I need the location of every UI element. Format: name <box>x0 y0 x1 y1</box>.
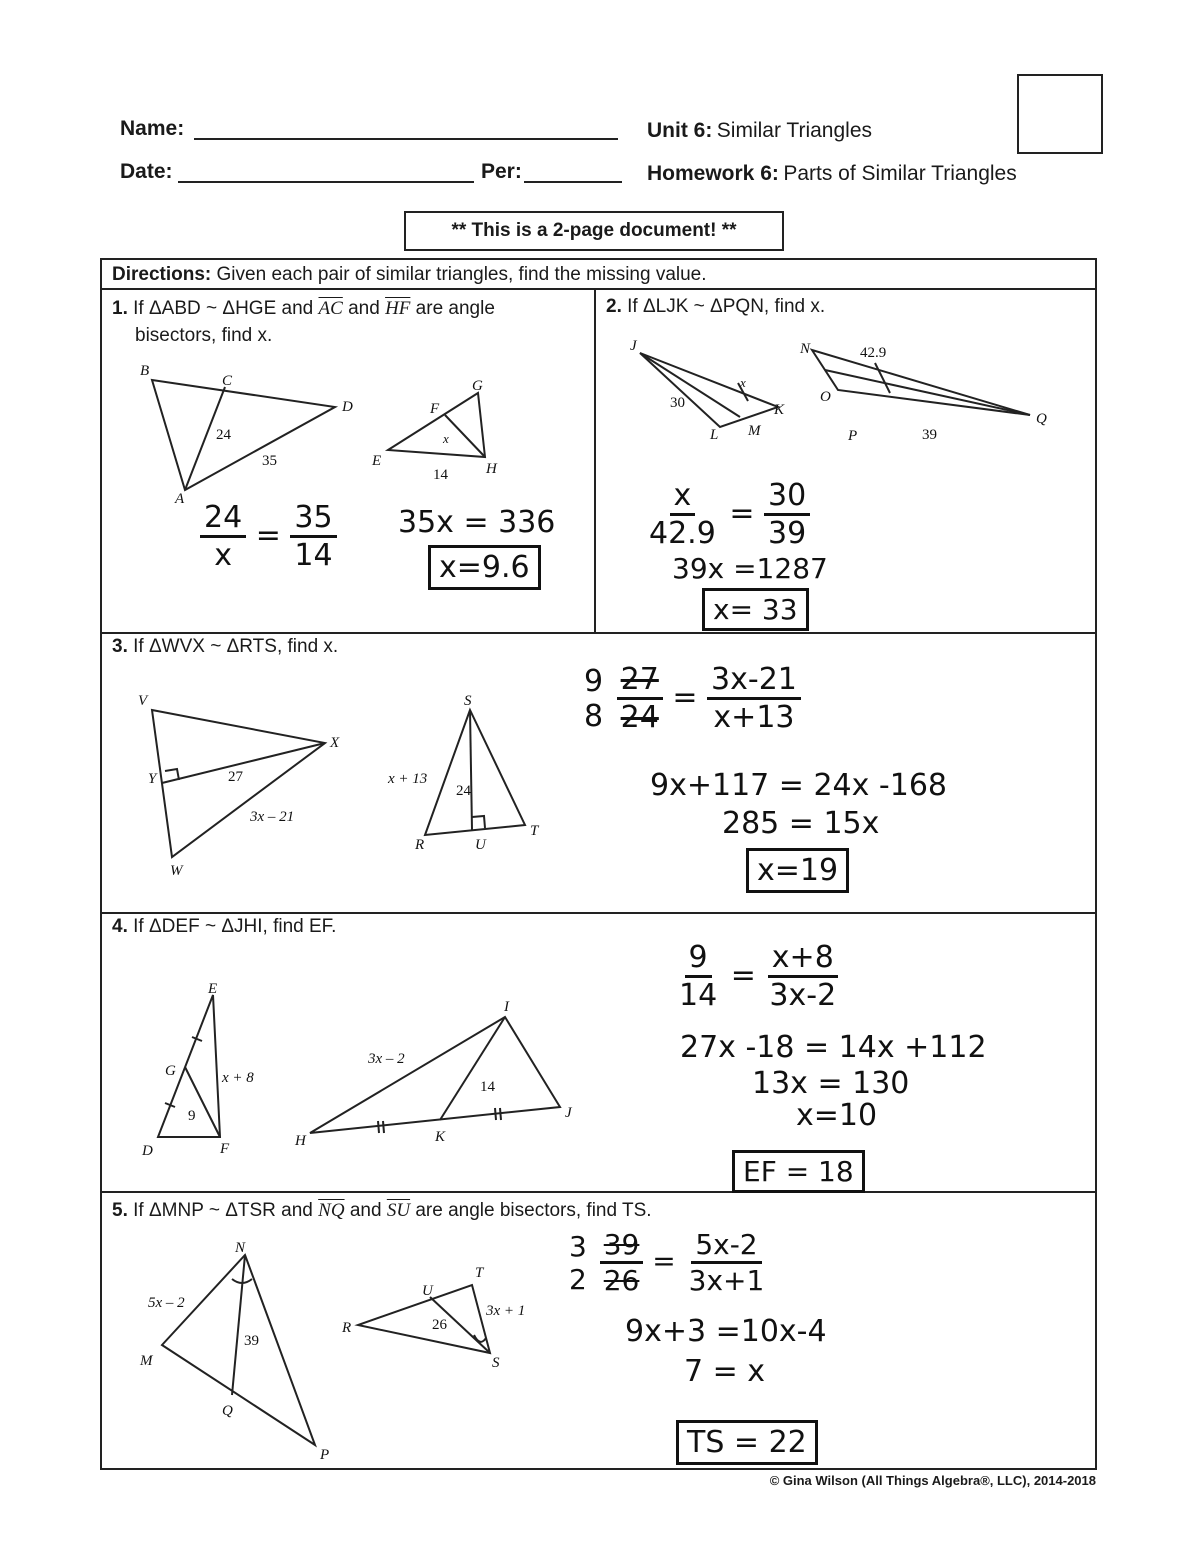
work-numerator: 27 <box>617 662 663 700</box>
row-divider-3 <box>100 632 1097 634</box>
two-page-banner: ** This is a 2-page document! ** <box>404 211 784 251</box>
fig-label: T <box>530 823 539 839</box>
work-denominator: x+13 <box>713 700 795 735</box>
period-field[interactable] <box>524 181 622 183</box>
work-numerator: 9 <box>685 940 712 978</box>
work-reduced-denominator: 2 <box>569 1262 587 1296</box>
altitude-xy <box>162 743 325 783</box>
triangle-abd <box>152 380 335 490</box>
fig-label: 39 <box>244 1333 259 1349</box>
fig-label: Q <box>1036 411 1047 427</box>
fig-label: Y <box>148 771 157 787</box>
work-denominator: 14 <box>294 538 333 573</box>
fig-label: 24 <box>216 427 231 443</box>
fig-label: 14 <box>433 467 448 483</box>
problem-1-prompt <box>112 298 582 320</box>
name-field[interactable] <box>194 138 618 140</box>
fig-label: x + 8 <box>222 1070 254 1086</box>
bisector-nq <box>232 1255 245 1395</box>
fig-label: N <box>800 341 811 357</box>
problem-2-text: If ΔLJK ~ ΔPQN, find x. <box>627 296 826 317</box>
fig-label: 3x – 21 <box>250 809 295 825</box>
work-numerator: 5x-2 <box>691 1228 761 1264</box>
work-numerator: 35 <box>290 500 336 538</box>
problem-5-step: 7 = x <box>684 1354 766 1389</box>
problem-5-figure <box>120 1235 560 1465</box>
row-divider-4 <box>100 912 1097 914</box>
fig-label: x + 13 <box>388 771 428 787</box>
problem-1-proportion: $\frac{24}{x}$ = $\frac{35}{14}$ <box>200 500 337 573</box>
fig-label: X <box>330 735 340 751</box>
segment-jm <box>640 353 740 417</box>
directions-text: Given each pair of similar triangles, find the missing value. <box>216 264 707 285</box>
fig-label: J <box>565 1105 572 1121</box>
fig-label: N <box>235 1240 246 1256</box>
score-box[interactable] <box>1017 74 1103 154</box>
problem-2-answer: x= 33 <box>702 588 809 631</box>
problem-5-segment-su: $\overline{SU}$ <box>386 1200 411 1221</box>
unit-label: Unit 6: <box>647 119 713 142</box>
homework-title: Parts of Similar Triangles <box>783 162 1017 185</box>
fig-label: V <box>138 693 148 709</box>
problem-3-answer: x=19 <box>746 848 849 893</box>
work-reduced-denominator: 8 <box>584 698 604 734</box>
work-denominator: 3x+1 <box>688 1264 765 1297</box>
fig-label: O <box>820 389 831 405</box>
fig-label: 9 <box>188 1108 196 1124</box>
work-numerator: 24 <box>200 500 246 538</box>
work-numerator: x <box>670 478 696 516</box>
problem-3-figure <box>120 685 560 885</box>
problem-3-text: If ΔWVX ~ ΔRTS, find x. <box>133 636 339 657</box>
work-numerator: 39 <box>600 1228 644 1264</box>
fig-label: D <box>142 1143 153 1159</box>
problem-4-equation: 27x -18 = 14x +112 <box>680 1030 987 1065</box>
problem-2-prompt <box>606 296 825 318</box>
fig-label: B <box>140 363 150 379</box>
work-denominator: 26 <box>603 1264 640 1297</box>
fig-label: A <box>175 491 185 507</box>
homework-label: Homework 6: <box>647 162 779 185</box>
date-field[interactable] <box>178 181 474 183</box>
problem-3-step: 285 = 15x <box>722 806 880 841</box>
fig-label: E <box>208 981 218 997</box>
problem-1-figure <box>120 355 560 515</box>
fig-label: 27 <box>228 769 243 785</box>
unit-heading <box>647 119 872 143</box>
tick-mark <box>500 1108 501 1120</box>
problem-3-prompt <box>112 636 338 658</box>
problem-2-figure <box>620 335 1060 445</box>
problem-2-number: 2. <box>606 296 622 317</box>
fig-label: R <box>415 837 425 853</box>
fig-label: S <box>492 1355 500 1371</box>
fig-label: L <box>710 427 719 443</box>
directions-divider <box>100 288 1097 290</box>
fig-label: H <box>295 1133 306 1149</box>
problem-5-segment-nq: $\overline{NQ}$ <box>318 1200 345 1221</box>
problem-5-text-a: If ΔMNP ~ ΔTSR and <box>133 1200 313 1221</box>
fig-label: U <box>475 837 486 853</box>
fig-label: 14 <box>480 1079 495 1095</box>
tick-mark <box>378 1121 379 1133</box>
problem-1-text-c: are angle <box>415 298 495 319</box>
problem-1-number: 1. <box>112 298 128 319</box>
work-numerator: x+8 <box>768 940 838 978</box>
row-divider-5 <box>100 1191 1097 1193</box>
fig-label: F <box>430 401 440 417</box>
problem-3-number: 3. <box>112 636 128 657</box>
work-numerator: 3x-21 <box>707 662 801 700</box>
fig-label: F <box>220 1141 230 1157</box>
problem-4-text: If ΔDEF ~ ΔJHI, find EF. <box>133 916 337 937</box>
fig-label: T <box>475 1265 484 1281</box>
problem-4-step: 13x = 130 <box>752 1066 910 1101</box>
fig-label: K <box>435 1129 446 1145</box>
unit-title: Similar Triangles <box>716 119 872 142</box>
problem-5-prompt <box>112 1200 652 1222</box>
fig-label: x <box>740 375 746 390</box>
problem-2-proportion: $\frac{x}{42.9}$ = $\frac{30}{39}$ <box>645 478 810 551</box>
altitude-su <box>470 710 472 830</box>
work-denominator: 3x-2 <box>769 978 837 1013</box>
fig-label: J <box>630 338 637 354</box>
problem-1-text-b: and <box>348 298 380 319</box>
directions-label: Directions: <box>112 264 212 285</box>
problem-5-equation: 9x+3 =10x-4 <box>625 1314 827 1349</box>
problem-1-equation: 35x = 336 <box>398 505 556 540</box>
fig-label: P <box>320 1447 330 1463</box>
fig-label: R <box>342 1320 352 1336</box>
fig-label: W <box>170 863 183 879</box>
fig-label: x <box>443 431 449 446</box>
fig-label: 24 <box>456 783 471 799</box>
fig-label: 35 <box>262 453 277 469</box>
problem-1-segment-ac: $\overline{AC}$ <box>318 298 343 319</box>
work-reduced-numerator: 3 <box>569 1229 587 1263</box>
date-label: Date: <box>120 160 173 183</box>
fig-label: U <box>422 1283 433 1299</box>
problem-2-equation: 39x =1287 <box>672 552 828 585</box>
copyright-footer: © Gina Wilson (All Things Algebra®, LLC), 2014-2018 <box>769 1473 1096 1488</box>
work-numerator: 30 <box>764 478 810 516</box>
problem-4-prompt <box>112 916 336 938</box>
problem-5-text-c: are angle bisectors, find TS. <box>415 1200 652 1221</box>
triangle-ljk <box>640 353 778 427</box>
problem-5-proportion: 3 2 $\frac{39}{26}$ = $\frac{5x-2}{3x+1}$ <box>565 1228 768 1297</box>
problem-1-text-a: If ΔABD ~ ΔHGE and <box>133 298 314 319</box>
fig-label: Q <box>222 1403 233 1419</box>
problem-1-segment-hf: $\overline{HF}$ <box>385 298 411 319</box>
per-label: Per: <box>481 160 522 183</box>
work-denominator: x <box>214 538 232 573</box>
segment-42-9-marker <box>875 363 890 393</box>
problem-1-answer: x=9.6 <box>428 545 541 590</box>
fig-label: I <box>504 999 509 1015</box>
fig-label: P <box>848 428 858 444</box>
problem-3-proportion: 9 8 $\frac{27}{24}$ = $\frac{3x-21}{x+13}$ <box>580 662 801 735</box>
fig-label: G <box>165 1063 176 1079</box>
right-angle-marker <box>472 816 485 828</box>
work-denominator: 39 <box>768 516 807 551</box>
problem-4-figure <box>120 975 600 1165</box>
work-denominator: 14 <box>679 978 718 1013</box>
fig-label: 5x – 2 <box>148 1295 185 1311</box>
fig-label: H <box>486 461 497 477</box>
problem-5-number: 5. <box>112 1200 128 1221</box>
tick-mark <box>495 1108 496 1120</box>
fig-label: S <box>464 693 472 709</box>
problem-4-number: 4. <box>112 916 128 937</box>
work-denominator: 24 <box>620 700 659 735</box>
problem-1-prompt-line2: bisectors, find x. <box>135 325 273 346</box>
problem-5-text-b: and <box>349 1200 382 1221</box>
triangle-jhi <box>310 1017 560 1133</box>
fig-label: 42.9 <box>860 345 887 361</box>
problem-4-x-value: x=10 <box>796 1098 878 1133</box>
problem-4-proportion: $\frac{9}{14}$ = $\frac{x+8}{3x-2}$ <box>675 940 840 1013</box>
tick-mark <box>383 1121 384 1133</box>
fig-label: C <box>222 373 233 389</box>
problem-3-equation: 9x+117 = 24x -168 <box>650 768 947 803</box>
directions <box>112 264 707 286</box>
problem-4-answer: EF = 18 <box>732 1150 865 1193</box>
work-reduced-numerator: 9 <box>584 663 604 699</box>
bisector-hf <box>445 415 485 457</box>
fig-label: M <box>748 423 761 439</box>
fig-label: 3x + 1 <box>486 1303 526 1319</box>
fig-label: G <box>472 378 483 394</box>
triangle-pqn <box>812 350 1030 415</box>
fig-label: 3x – 2 <box>368 1051 405 1067</box>
fig-label: 39 <box>922 427 937 443</box>
fig-label: 30 <box>670 395 685 411</box>
fig-label: 26 <box>432 1317 447 1333</box>
median-ik <box>440 1017 505 1120</box>
problem-5-answer: TS = 22 <box>676 1420 818 1465</box>
median-fg <box>185 1067 220 1137</box>
work-denominator: 42.9 <box>649 516 716 551</box>
fig-label: D <box>342 399 353 415</box>
name-label: Name: <box>120 117 185 140</box>
fig-label: M <box>140 1353 153 1369</box>
problem-1-2-divider <box>594 288 596 632</box>
fig-label: E <box>372 453 382 469</box>
fig-label: K <box>774 402 785 418</box>
homework-heading <box>647 162 1017 186</box>
